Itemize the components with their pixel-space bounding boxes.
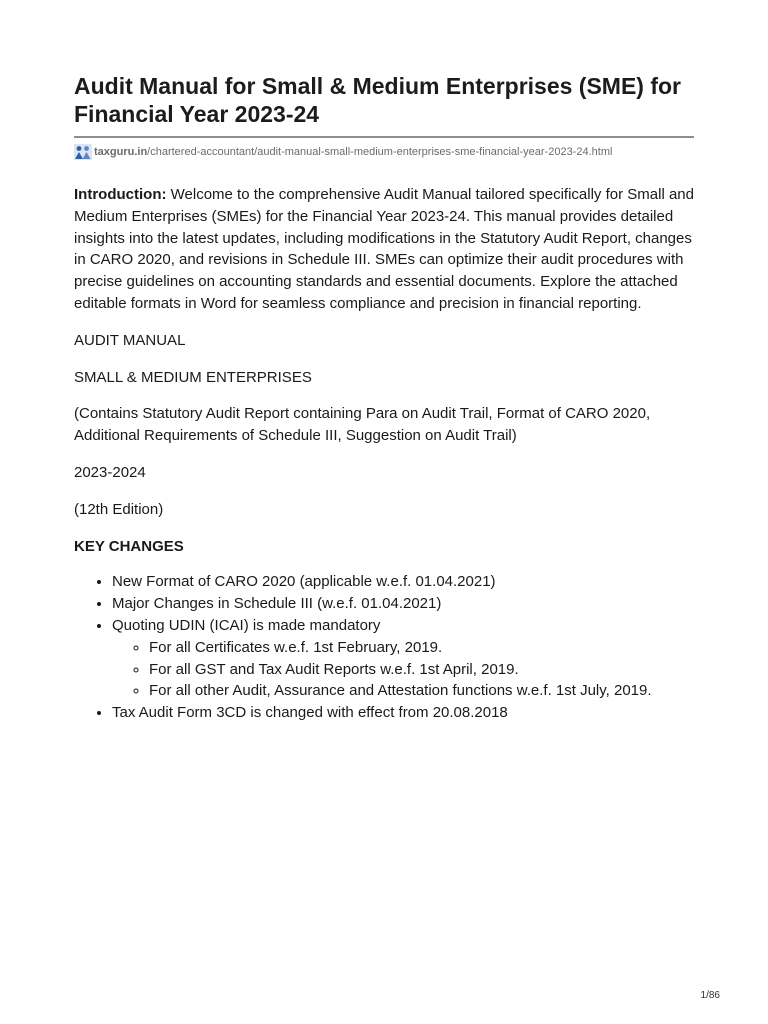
document-page [74,72,694,724]
sub-list-item: ◦ For all Certificates w.e.f. 1st February, 2019. [149,637,694,659]
taxguru-logo-icon [74,144,92,160]
source-domain[interactable]: taxguru.in [94,146,148,158]
source-line [74,144,694,160]
list-item [112,615,694,702]
paragraph-year: 2023-2024 [74,463,146,481]
paragraph-contents: (Contains Statutory Audit Report containing Para on Audit Trail, Format of CARO 2020, Additional Requirements of Schedule III, Suggestion on Audit Trail) [74,405,651,445]
sub-list-item: ◦ For all GST and Tax Audit Reports w.e.f. 1st April, 2019. [149,659,694,681]
key-changes-heading: KEY CHANGES [74,537,184,555]
paragraph-sme: SMALL & MEDIUM ENTERPRISES [74,368,312,386]
intro-label: Introduction: [74,186,167,203]
list-item-text: Quoting UDIN (ICAI) is made mandatory [112,616,381,634]
list-item: • New Format of CARO 2020 (applicable w.e.f. 01.04.2021) [112,571,694,593]
sub-list-item: ◦ For all other Audit, Assurance and Attestation functions w.e.f. 1st July, 2019. [149,680,694,702]
intro-text: Welcome to the comprehensive Audit Manual tailored specifically for Small and Medium Enterprises (SMEs) for the Financial Year 2023-24. This manual provides detailed insights into the latest updates, including modifications in the Statutory Audit Report, changes in CARO 2020, and revisions in Schedule III. SMEs can optimize their audit procedures with precise guidelines on accounting standards and essential documents. Explore the attached editable formats in Word for seamless compliance and precision in financial reporting. [74,186,694,312]
list-item: • Major Changes in Schedule III (w.e.f. 01.04.2021) [112,593,694,615]
title-divider [74,136,694,138]
document-title: Audit Manual for Small & Medium Enterprises (SME) for Financial Year 2023-24 [74,73,682,127]
list-item: • Tax Audit Form 3CD is changed with effect from 20.08.2018 [112,702,694,724]
paragraph-edition: (12th Edition) [74,500,164,518]
intro-paragraph [74,184,694,315]
key-changes-list [74,571,694,724]
udin-sub-list [112,637,694,702]
page-number: 1/86 [700,990,720,1001]
source-path[interactable]: /chartered-accountant/audit-manual-small-medium-enterprises-sme-financial-year-2023-24.html [147,146,613,158]
paragraph-audit-manual: AUDIT MANUAL [74,331,186,349]
